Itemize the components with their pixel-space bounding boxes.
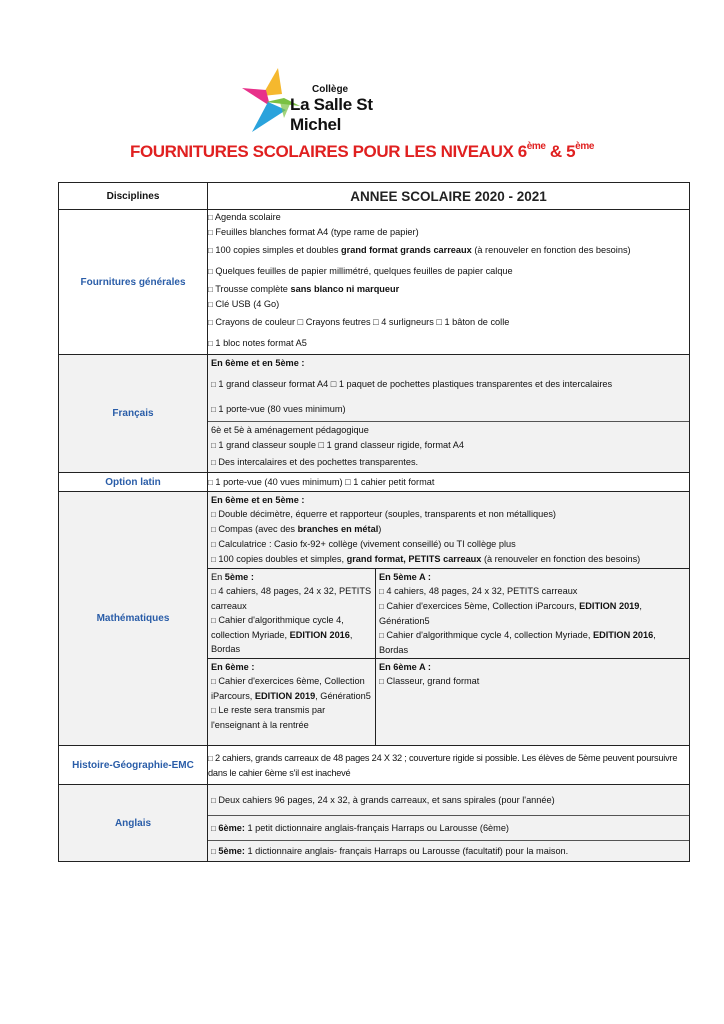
block-heading: En 6ème et en 5ème : <box>211 358 305 368</box>
maths-6eme-a <box>376 659 690 746</box>
list-item: □ Le reste sera transmis par l'enseignant à la rentrée <box>211 705 326 730</box>
checkbox-icon: □ <box>211 677 216 686</box>
checkbox-icon: □ <box>208 267 213 276</box>
list-item: □ 1 grand classeur souple □ 1 grand classeur rigide, format A4 <box>211 440 464 450</box>
checkbox-icon: □ <box>208 246 213 255</box>
discipline-mathematiques: Mathématiques <box>59 492 208 746</box>
list-item: □ 1 grand classeur format A4 □ 1 paquet de pochettes plastiques transparentes et des intercalaires <box>211 379 613 389</box>
list-item: □ Crayons de couleur □ Crayons feutres □ 4 surligneurs □ 1 bâton de colle <box>208 317 510 327</box>
discipline-option-latin: Option latin <box>59 473 208 492</box>
checkbox-icon: □ <box>208 285 213 294</box>
logo-college-label: Collège <box>312 84 349 95</box>
list-item: □ Calculatrice : Casio fx-92+ collège (vivement conseillé) ou TI collège plus <box>211 539 516 549</box>
block-heading: En 6ème et en 5ème : <box>211 495 305 505</box>
checkbox-icon: □ <box>208 300 213 309</box>
checkbox-icon: □ <box>211 525 216 534</box>
anglais-item-1: □ Deux cahiers 96 pages, 24 x 32, à grands carreaux, et sans spirales (pour l'année) <box>208 785 689 816</box>
maths-5eme <box>208 569 376 659</box>
checkbox-icon: □ <box>379 631 384 640</box>
header-school-year: ANNEE SCOLAIRE 2020 - 2021 <box>208 183 690 210</box>
checkbox-icon: □ <box>211 616 216 625</box>
maths-subtable <box>208 492 689 745</box>
checkbox-icon: □ <box>211 405 216 414</box>
list-item: □ Compas (avec des branches en métal) <box>211 524 382 534</box>
block-heading: En 6ème A : <box>379 662 431 672</box>
anglais-item-2: □ 6ème: 1 petit dictionnaire anglais-français Harraps ou Larousse (6ème) <box>208 816 689 841</box>
checkbox-icon: □ <box>208 477 213 487</box>
checkbox-icon: □ <box>211 847 216 856</box>
table-header-row <box>59 183 690 210</box>
list-item: □ Cahier d'algorithmique cycle 4, collection Myriade, EDITION 2016, Bordas <box>211 615 353 654</box>
checkbox-icon: □ <box>379 587 384 596</box>
checkbox-icon: □ <box>211 380 216 389</box>
block-heading: En 5ème : <box>211 572 254 582</box>
francais-subtable <box>208 355 689 472</box>
title-text: FOURNITURES SCOLAIRES POUR LES NIVEAUX 6 <box>129 142 527 161</box>
francais-block-amenagement <box>208 422 689 473</box>
checkbox-icon: □ <box>211 706 216 715</box>
latin-items <box>208 473 690 492</box>
list-item: □ Cahier d'exercices 5ème, Collection iParcours, EDITION 2019, Génération5 <box>379 601 642 626</box>
francais-items <box>208 355 690 473</box>
logo-school-name: La Salle St Michel <box>290 95 373 134</box>
checkbox-icon: □ <box>211 587 216 596</box>
row-option-latin <box>59 473 690 492</box>
list-item: □ 1 porte-vue (40 vues minimum) □ 1 cahier petit format <box>208 476 435 487</box>
francais-block-standard <box>208 355 689 422</box>
fournitures-items <box>208 210 690 355</box>
discipline-anglais: Anglais <box>59 785 208 862</box>
checkbox-icon: □ <box>208 339 213 348</box>
school-logo <box>240 66 420 136</box>
block-heading: En 5ème A : <box>379 572 431 582</box>
list-item: □ 1 bloc notes format A5 <box>208 338 307 348</box>
title-middle: & 5 <box>545 142 576 161</box>
checkbox-icon: □ <box>211 540 216 549</box>
checkbox-icon: □ <box>211 458 216 467</box>
anglais-subtable <box>208 785 689 861</box>
list-item: □ Cahier d'exercices 6ème, Collection iParcours, EDITION 2019, Génération5 <box>211 676 371 701</box>
checkbox-icon: □ <box>208 213 213 222</box>
checkbox-icon: □ <box>211 824 216 833</box>
list-item: □ Double décimètre, équerre et rapporteur (souples, transparents et non métalliques) <box>211 509 556 519</box>
checkbox-icon: □ <box>208 753 213 763</box>
maths-6eme <box>208 659 376 746</box>
list-item: □ 4 cahiers, 48 pages, 24 x 32, PETITS carreaux <box>379 586 578 596</box>
list-item: □ 1 porte-vue (80 vues minimum) <box>211 404 346 414</box>
list-item: □ Agenda scolaire <box>208 212 281 222</box>
list-item: □ Classeur, grand format <box>379 676 480 686</box>
histoire-items <box>208 746 690 785</box>
checkbox-icon: □ <box>211 510 216 519</box>
anglais-item-3: □ 5ème: 1 dictionnaire anglais- français Harraps ou Larousse (facultatif) pour la maison. <box>211 846 569 856</box>
title-sup-6: ème <box>526 141 546 152</box>
discipline-francais: Français <box>59 355 208 473</box>
list-item: □ Feuilles blanches format A4 (type rame de papier) <box>208 227 419 237</box>
checkbox-icon: □ <box>211 441 216 450</box>
row-mathematiques <box>59 492 690 746</box>
maths-common <box>208 492 689 569</box>
list-item: □ Cahier d'algorithmique cycle 4, collection Myriade, EDITION 2016, Bordas <box>379 630 656 655</box>
checkbox-icon: □ <box>379 677 384 686</box>
checkbox-icon: □ <box>379 602 384 611</box>
discipline-histoire-geographie: Histoire-Géographie-EMC <box>59 746 208 785</box>
list-item: □ 100 copies simples et doubles grand format grands carreaux (à renouveler en fonction des besoins) <box>208 245 631 255</box>
list-item: □ Quelques feuilles de papier millimétré, quelques feuilles de papier calque <box>208 266 513 276</box>
discipline-fournitures-generales: Fournitures générales <box>59 210 208 355</box>
checkbox-icon: □ <box>211 555 216 564</box>
block-heading: En 6ème : <box>211 662 255 672</box>
list-item: □ 100 copies doubles et simples, grand format, PETITS carreaux (à renouveler en fonction des besoins) <box>211 554 641 564</box>
anglais-items <box>208 785 690 862</box>
checkbox-icon: □ <box>208 228 213 237</box>
list-item: □ 2 cahiers, grands carreaux de 48 pages 24 X 32 ; couverture rigide si possible. Les élèves de 5ème peuvent poursuivre dans le cahier 6ème s'il est inachevé <box>208 752 678 778</box>
maths-items <box>208 492 690 746</box>
header-disciplines: Disciplines <box>59 183 208 210</box>
row-histoire-geographie <box>59 746 690 785</box>
block-heading: 6è et 5è à aménagement pédagogique <box>211 425 369 435</box>
checkbox-icon: □ <box>211 796 216 805</box>
list-item: □ Des intercalaires et des pochettes transparentes. <box>211 457 419 467</box>
row-francais <box>59 355 690 473</box>
supplies-table <box>58 182 690 862</box>
list-item: □ 4 cahiers, 48 pages, 24 x 32, PETITS carreaux <box>211 586 372 611</box>
maths-5eme-a <box>376 569 690 659</box>
list-item: □ Clé USB (4 Go) <box>208 299 280 309</box>
page-title <box>0 141 724 162</box>
row-anglais <box>59 785 690 862</box>
checkbox-icon: □ <box>208 318 213 327</box>
list-item: □ Trousse complète sans blanco ni marqueur <box>208 284 400 294</box>
row-fournitures-generales <box>59 210 690 355</box>
title-sup-5: ème <box>575 141 594 152</box>
